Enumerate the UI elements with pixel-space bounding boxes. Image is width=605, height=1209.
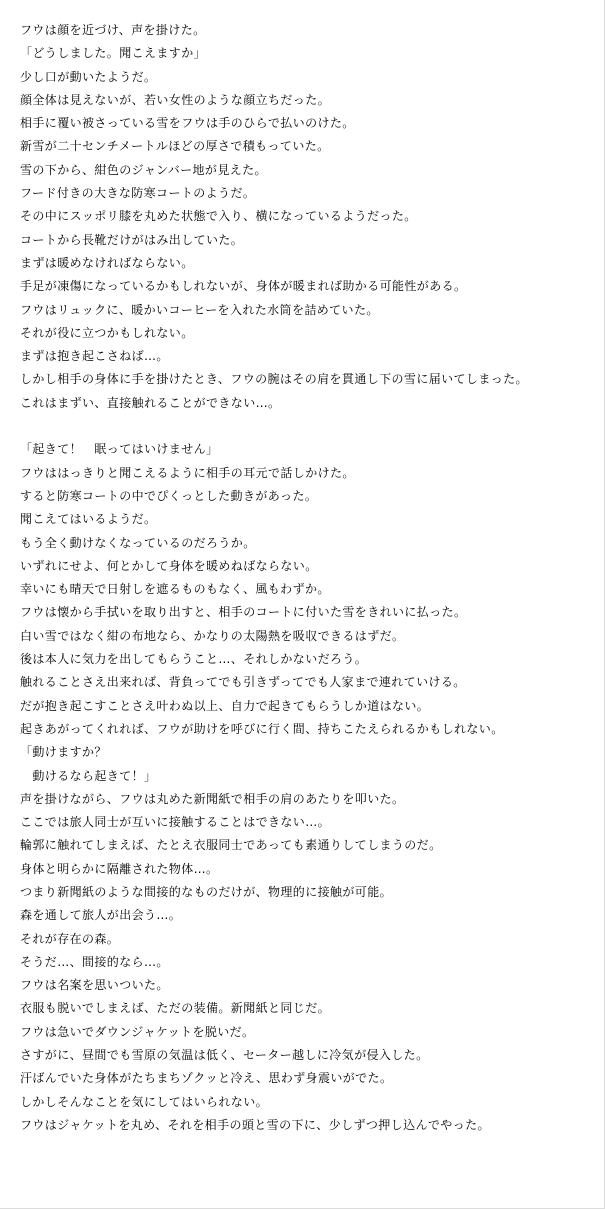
text-line: 「動けますか？ xyxy=(20,745,107,760)
text-line: 白い雪ではなく紺の布地なら、かなりの太陽熱を吸収できるはずだ。 xyxy=(20,628,405,643)
text-line: 衣服も脱いでしまえば、ただの装備。新聞紙と同じだ。 xyxy=(20,1001,331,1016)
text-line: コートから長靴だけがはみ出していた。 xyxy=(20,232,244,247)
text-line: フウは急いでダウンジャケットを脱いだ。 xyxy=(20,1024,255,1039)
text-line: これはまずい、直接触れることができない…。 xyxy=(20,395,281,410)
novel-text-body xyxy=(20,19,600,1137)
text-line: 少し口が動いたようだ。 xyxy=(20,69,157,84)
text-line: 輪郭に触れてしまえば、たとえ衣服同士であっても素通りしてしまうのだ。 xyxy=(20,838,442,853)
text-line: 起きあがってくれれば、フウが助けを呼びに行く間、持ちこたえられるかもしれない。 xyxy=(20,721,504,736)
text-line: 幸いにも晴天で日射しを遮るものもなく、風もわずか。 xyxy=(20,582,330,597)
text-line: だが抱き起こすことさえ叶わぬ以上、自力で起きてもらうしか道はない。 xyxy=(20,698,430,713)
text-line: 汗ばんでいた身体がたちまちゾクッと冷え、思わず身震いがでた。 xyxy=(20,1071,393,1086)
text-line: もう全く動けなくなっているのだろうか。 xyxy=(20,535,256,550)
text-line: それが役に立つかもしれない。 xyxy=(20,325,194,340)
text-line: それが存在の森。 xyxy=(20,931,120,946)
text-line: 聞こえてはいるようだ。 xyxy=(20,512,157,527)
text-line: 声を掛けながら、フウは丸めた新聞紙で相手の肩のあたりを叩いた。 xyxy=(20,791,405,806)
text-line: まずは抱き起こさねば…。 xyxy=(20,349,169,364)
text-line: 雪の下から、紺色のジャンバー地が見えた。 xyxy=(20,162,267,177)
text-line: すると防寒コートの中でぴくっとした動きがあった。 xyxy=(20,488,318,503)
text-line: フウはリュックに、暖かいコーヒーを入れた水筒を詰めていた。 xyxy=(20,302,379,317)
text-line: フウははっきりと聞こえるように相手の耳元で話しかけた。 xyxy=(20,465,355,480)
text-line: 後は本人に気力を出してもらうこと…、それしかないだろう。 xyxy=(20,652,368,667)
text-line: 身体と明らかに隔離された物体…。 xyxy=(20,861,219,876)
text-line: 「起きて！ 眠ってはいけません」 xyxy=(20,442,219,457)
text-line: そうだ…、間接的なら…。 xyxy=(20,954,169,969)
text-line: フウは顔を近づけ、声を掛けた。 xyxy=(20,23,206,37)
text-line: 触れることさえ出来れば、背負ってでも引きずってでも人家まで連れていける。 xyxy=(20,675,466,690)
text-line: 動けるなら起きて！」 xyxy=(20,768,157,783)
text-line: 手足が凍傷になっているかもしれないが、身体が暖まれば助かる可能性がある。 xyxy=(20,279,467,294)
text-line: しかし相手の身体に手を掛けたとき、フウの腕はその肩を貫通し下の雪に届いてしまった。 xyxy=(20,372,528,387)
text-line: まずは暖めなければならない。 xyxy=(20,255,194,270)
text-line: さすがに、昼間でも雪原の気温は低く、セーター越しに冷気が侵入した。 xyxy=(20,1048,429,1063)
text-line: 相手に覆い被さっている雪をフウは手のひらで払いのけた。 xyxy=(20,116,355,131)
text-line: その中にスッポリ膝を丸めた状態で入り、横になっているようだった。 xyxy=(20,209,417,224)
text-line: フウは懐から手拭いを取り出すと、相手のコートに付いた雪をきれいに払った。 xyxy=(20,605,467,620)
text-line: 森を通して旅人が出会う…。 xyxy=(20,908,182,923)
text-line: いずれにせよ、何とかして身体を暖めねばならない。 xyxy=(20,558,318,573)
text-line: フウはジャケットを丸め、それを相手の頭と雪の下に、少しずつ押し込んでやった。 xyxy=(20,1117,490,1132)
text-line: つまり新聞紙のような間接的なものだけが、物理的に接触が可能。 xyxy=(20,884,393,899)
text-line: しかしそんなことを気にしてはいられない。 xyxy=(20,1094,269,1109)
text-line: 新雪が二十センチメートルほどの厚さで積もっていた。 xyxy=(20,139,330,154)
text-line xyxy=(20,415,600,438)
text-line: フード付きの大きな防寒コートのようだ。 xyxy=(20,186,256,201)
text-line: ここでは旅人同士が互いに接触することはできない…。 xyxy=(20,815,331,830)
text-line: 「どうしました。聞こえますか」 xyxy=(20,46,207,61)
text-line: フウは名案を思いついた。 xyxy=(20,978,169,993)
text-line: 顔全体は見えないが、若い女性のような顔立ちだった。 xyxy=(20,92,331,107)
